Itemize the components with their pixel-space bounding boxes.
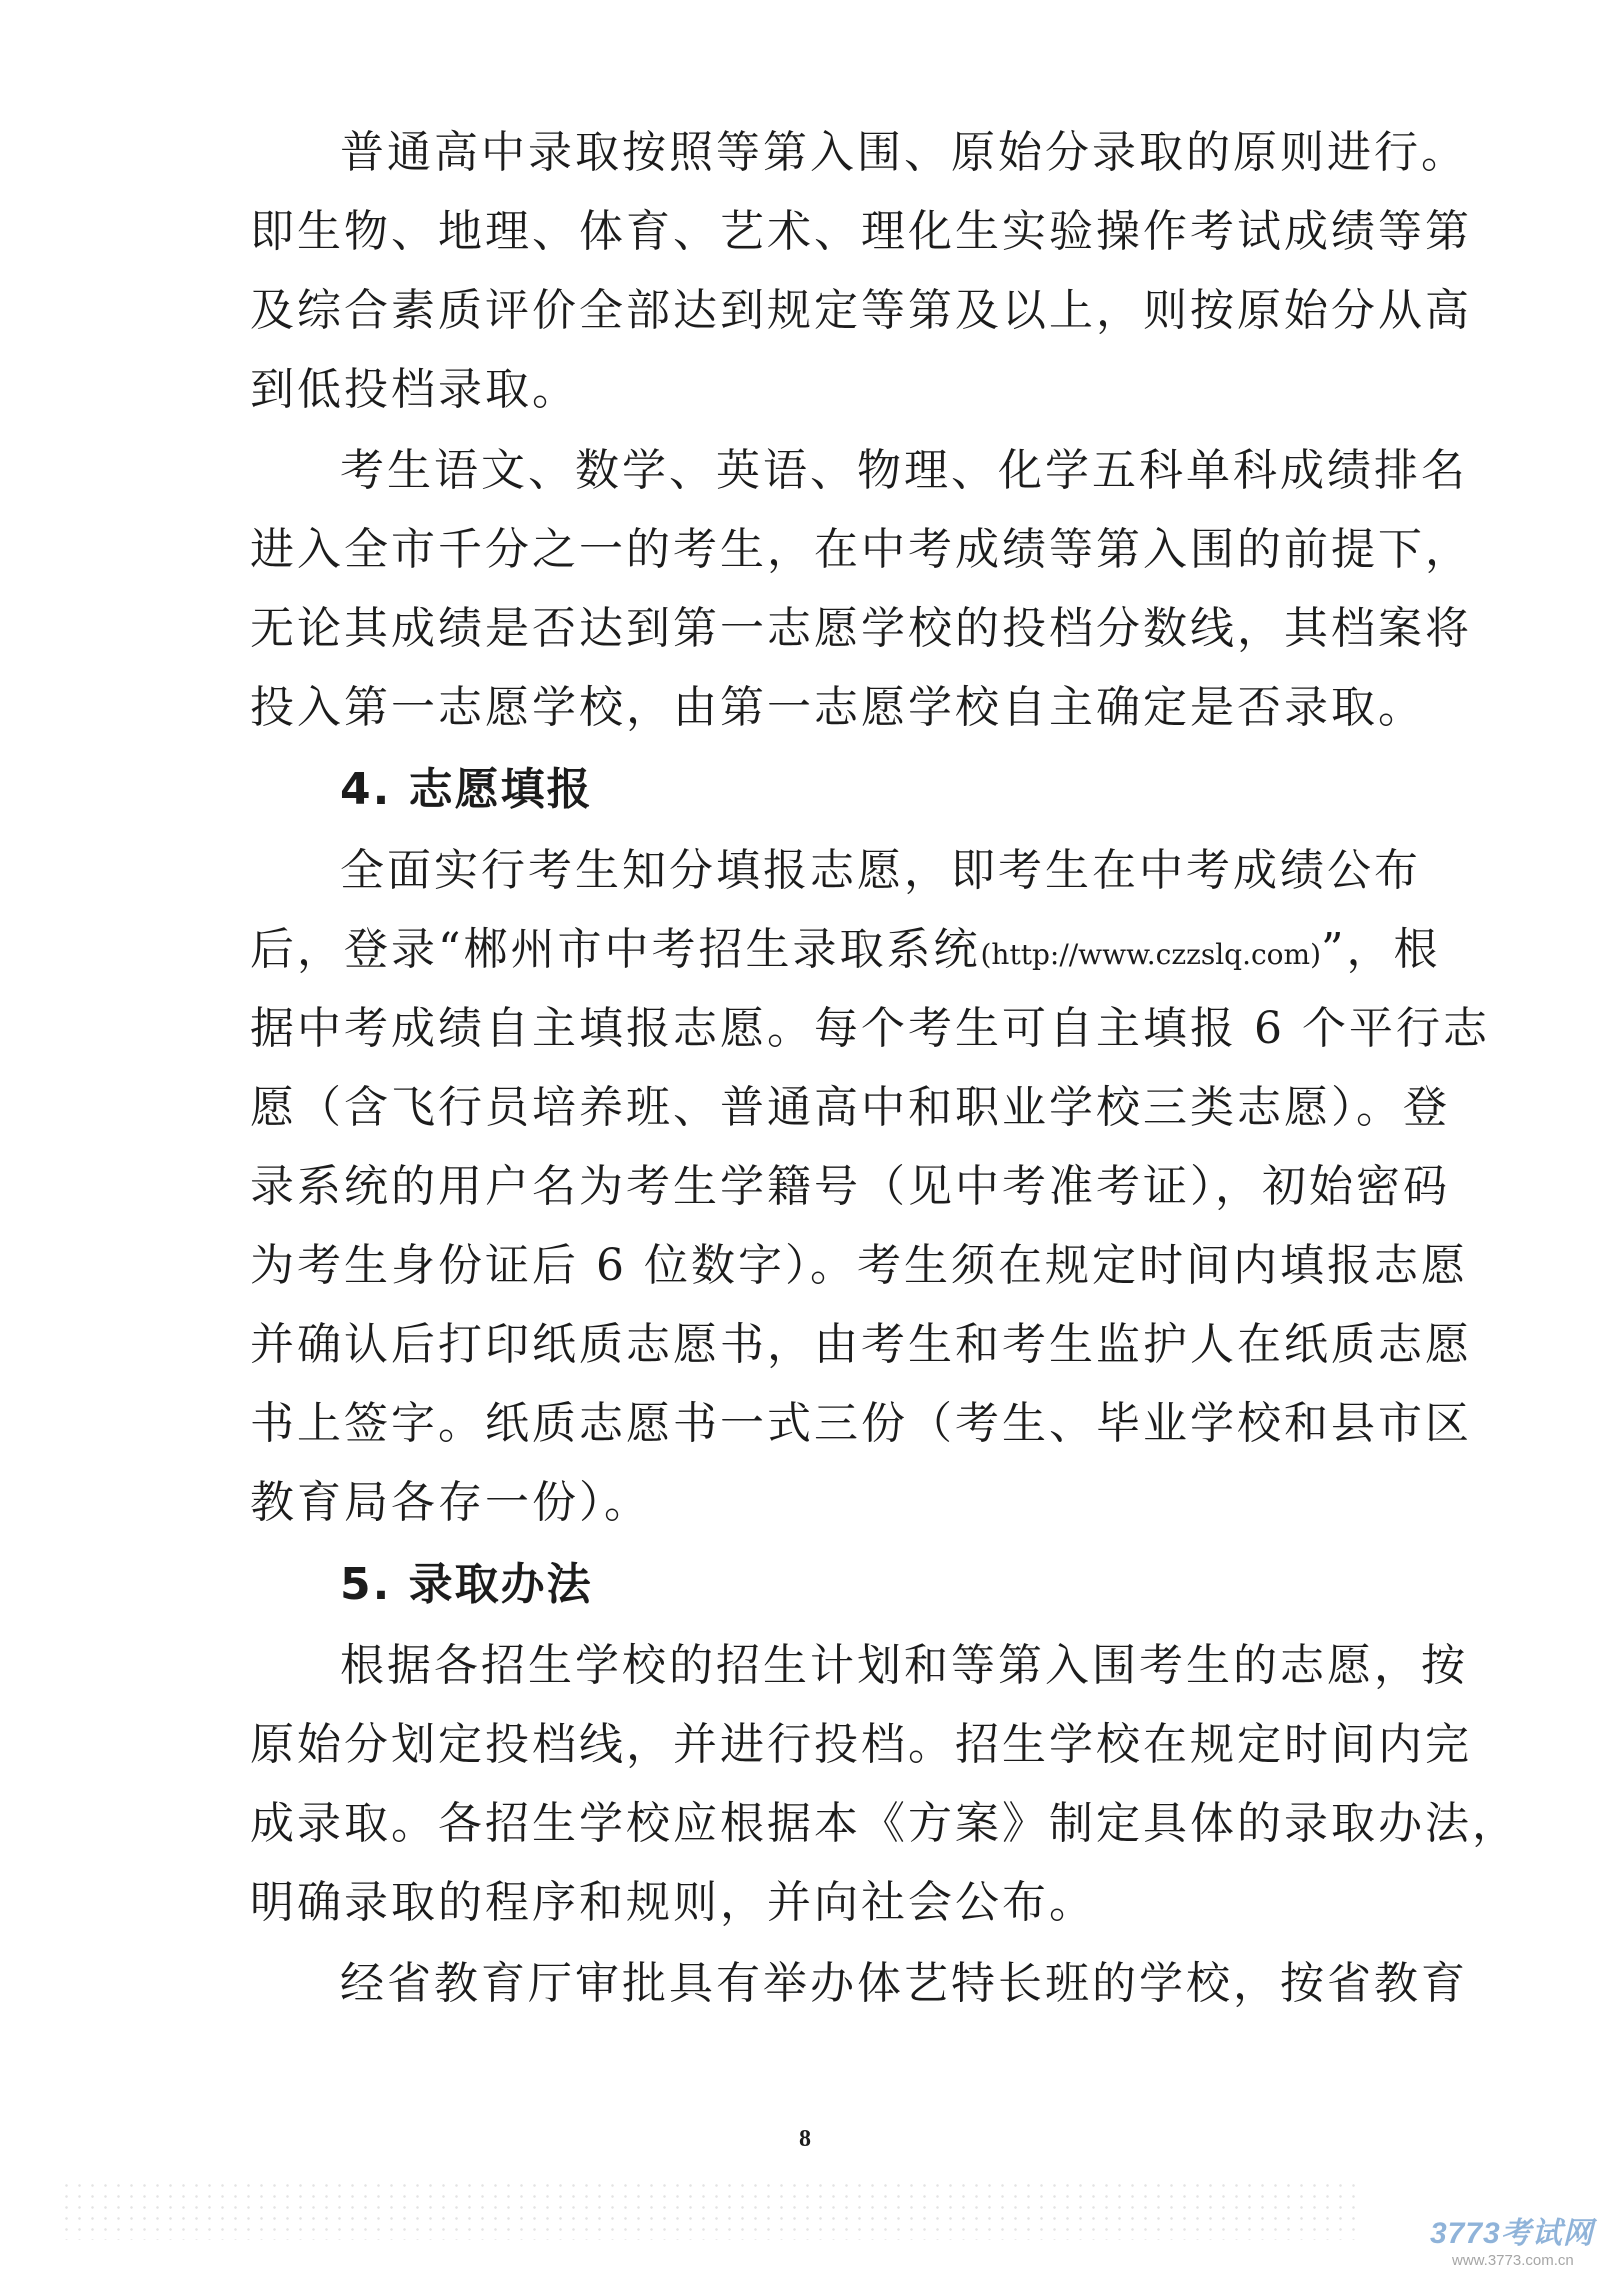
paragraph-line: 成录取。各招生学校应根据本《方案》制定具体的录取办法， [250,1798,1519,1849]
paragraph-line: 根据各招生学校的招生计划和等第入围考生的志愿，按 [340,1640,1468,1691]
paragraph-line: 为考生身份证后 6 位数字）。考生须在规定时间内填报志愿 [250,1240,1468,1291]
paragraph-line: 无论其成绩是否达到第一志愿学校的投档分数线，其档案将 [250,603,1472,654]
paragraph-line: 明确录取的程序和规则，并向社会公布。 [250,1877,1096,1928]
paragraph-line: 书上签字。纸质志愿书一式三份（考生、毕业学校和县市区 [250,1398,1472,1449]
paragraph-line: 教育局各存一份）。 [250,1477,651,1528]
paragraph-line: 即生物、地理、体育、艺术、理化生实验操作考试成绩等第 [250,206,1472,257]
paragraph-line: 全面实行考生知分填报志愿，即考生在中考成绩公布 [340,845,1421,896]
paragraph-line: 愿（含飞行员培养班、普通高中和职业学校三类志愿）。登 [250,1082,1450,1133]
paragraph-line: 进入全市千分之一的考生，在中考成绩等第入围的前提下， [250,524,1472,575]
paragraph-line: 据中考成绩自主填报志愿。每个考生可自主填报 6 个平行志 [250,1003,1490,1054]
page-number: 8 [799,2126,811,2152]
paragraph-line: 录系统的用户名为考生学籍号（见中考准考证），初始密码 [250,1161,1450,1212]
login-text: 后，登录“郴州市中考招生录取系统 [250,924,981,975]
paragraph-line: 经省教育厅审批具有举办体艺特长班的学校，按省教育 [340,1958,1468,2009]
watermark-logo-text: 3773考试网 [1430,2217,1594,2250]
site-watermark [1430,2208,1600,2268]
paragraph-line: 投入第一志愿学校，由第一志愿学校自主确定是否录取。 [250,682,1425,733]
section-heading: 4. 志愿填报 [340,764,593,815]
line-end-text: 根 [1393,924,1441,975]
watermark-url: www.3773.com.cn [1452,2252,1574,2269]
paragraph-line: 普通高中录取按照等第入围、原始分录取的原则进行。 [340,127,1468,178]
scan-noise [60,2180,1360,2240]
paragraph-line [250,924,1441,979]
paragraph-line: 原始分划定投档线，并进行投档。招生学校在规定时间内完 [250,1719,1472,1770]
paragraph-line: 并确认后打印纸质志愿书，由考生和考生监护人在纸质志愿 [250,1319,1472,1370]
paragraph-line: 及综合素质评价全部达到规定等第及以上，则按原始分从高 [250,285,1472,336]
section-heading: 5. 录取办法 [340,1559,593,1610]
system-url: (http://www.czzslq.com) [980,938,1322,971]
paragraph-line: 考生语文、数学、英语、物理、化学五科单科成绩排名 [340,445,1468,496]
closing-quote: ”， [1321,924,1394,975]
paragraph-line: 到低投档录取。 [250,364,579,415]
